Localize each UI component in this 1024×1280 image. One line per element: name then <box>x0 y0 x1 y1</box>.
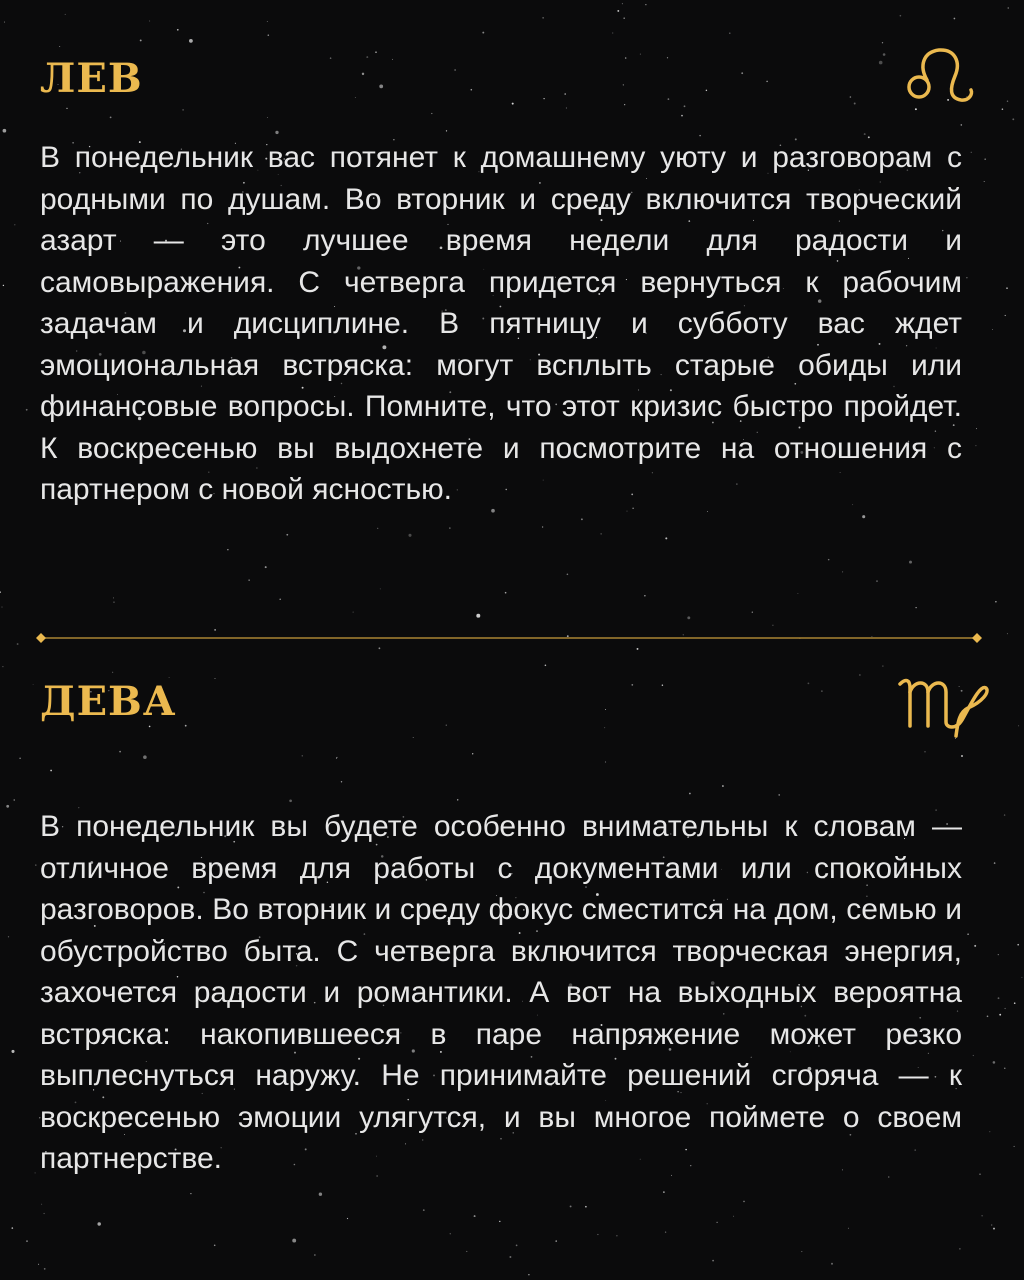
star <box>994 862 996 864</box>
star <box>6 805 9 808</box>
star <box>1018 725 1019 726</box>
star <box>189 39 193 43</box>
star <box>612 32 613 33</box>
star <box>33 684 34 685</box>
star <box>998 997 1000 999</box>
star <box>752 612 753 613</box>
star <box>617 10 619 12</box>
star <box>542 17 543 18</box>
star <box>1004 1008 1005 1009</box>
star <box>1006 287 1008 289</box>
star <box>112 672 113 673</box>
star <box>555 1240 556 1241</box>
star <box>1021 977 1022 978</box>
star <box>993 1228 995 1230</box>
star <box>991 1225 992 1226</box>
virgo-horoscope-text: В понедельник вы будете особенно внимательны к словам — отличное время для работы с документами или спокойных разговоров. Во вторник и среду фокус сместится на дом, семью и обустройство быта. С четверга включится творческая энергия, захочется радости и романтики. А вот на выходных вероятна встряска: накопившееся в паре напряжение может резко выплеснуться наружу. Не принимайте решений сгоряча — к воскресенью эмоции улягутся, и вы многое поймете о своем партнерстве. <box>40 810 962 1175</box>
star <box>975 445 976 446</box>
star <box>35 864 36 865</box>
star <box>1014 1146 1015 1147</box>
star <box>989 1131 990 1132</box>
leo-zodiac-icon <box>905 40 985 110</box>
star <box>1007 633 1008 634</box>
star <box>12 1227 14 1229</box>
star <box>545 665 547 667</box>
star <box>954 18 956 20</box>
star <box>974 945 976 947</box>
star <box>65 14 66 15</box>
leo-title: ЛЕВ <box>40 55 143 102</box>
star <box>353 612 354 613</box>
star <box>1005 315 1006 316</box>
star <box>1004 1068 1005 1069</box>
star <box>516 1245 518 1247</box>
star <box>984 181 985 182</box>
star <box>1002 108 1004 110</box>
star <box>140 39 142 41</box>
star <box>1012 118 1014 120</box>
star <box>979 1173 981 1175</box>
star <box>26 409 28 411</box>
star <box>214 1245 216 1247</box>
star <box>38 1264 39 1265</box>
star <box>772 625 773 626</box>
star <box>509 1256 511 1258</box>
star <box>1008 7 1009 8</box>
star <box>177 29 179 31</box>
star <box>2 607 3 608</box>
star <box>993 1061 996 1064</box>
star <box>966 277 967 278</box>
star <box>267 21 268 22</box>
star <box>113 601 114 602</box>
star <box>3 285 4 286</box>
star <box>268 34 270 36</box>
star <box>999 1014 1001 1016</box>
star <box>801 1251 802 1252</box>
star <box>8 936 9 937</box>
star <box>482 32 484 34</box>
star <box>995 601 996 602</box>
star <box>967 933 969 935</box>
star <box>26 1240 28 1242</box>
star <box>637 648 639 650</box>
star <box>687 616 690 619</box>
star <box>11 1050 14 1053</box>
star <box>4 22 5 23</box>
star <box>528 1274 529 1275</box>
star <box>1017 944 1019 946</box>
star <box>729 33 730 34</box>
virgo-section <box>40 678 962 1238</box>
star <box>882 666 883 667</box>
virgo-zodiac-icon <box>896 670 996 740</box>
star <box>712 1260 714 1262</box>
star <box>59 46 60 47</box>
leo-section <box>40 55 962 595</box>
star <box>959 1248 960 1249</box>
star <box>622 3 623 4</box>
star <box>981 1215 982 1216</box>
star <box>279 599 281 601</box>
star <box>17 643 19 645</box>
star <box>992 329 993 330</box>
virgo-title: ДЕВА <box>40 678 177 725</box>
diamond-divider <box>35 631 983 645</box>
star <box>623 17 625 19</box>
star <box>1004 814 1005 815</box>
star <box>149 21 150 22</box>
star <box>14 799 15 800</box>
star <box>831 1263 833 1265</box>
star <box>971 152 972 153</box>
star <box>1007 100 1008 101</box>
star <box>859 674 860 675</box>
star <box>976 428 977 429</box>
star <box>476 614 480 618</box>
star <box>113 597 114 598</box>
star <box>987 1015 989 1017</box>
star <box>984 158 986 160</box>
star <box>314 1254 315 1255</box>
star <box>2 666 3 667</box>
star <box>14 224 15 225</box>
star <box>0 591 1 593</box>
star <box>379 647 381 649</box>
star <box>645 4 646 5</box>
star <box>882 42 883 43</box>
star <box>375 51 377 53</box>
star <box>292 1239 296 1243</box>
star <box>973 1055 974 1056</box>
star <box>44 1268 46 1270</box>
star <box>35 1172 36 1173</box>
star <box>3 129 7 133</box>
star <box>466 1251 467 1252</box>
leo-horoscope-text: В понедельник вас потянет к домашнему уюту и разговорам с родными по душам. Во вторник и среду включится творческий азарт — это лучшее время недели для радости и самовыражения. С четверга придется вернуться к рабочим задачам и дисциплине. В пятницу и субботу вас ждет эмоциональная встряска: могут всплыть старые обиды или финансовые вопросы. Помните, что этот кризис быстро пройдет. К воскресенью вы выдохнете и посмотрите на отношения с партнером с новой ясностью. <box>40 141 962 506</box>
star <box>915 607 916 608</box>
star <box>1014 1002 1016 1004</box>
star <box>644 595 645 596</box>
star <box>19 758 21 760</box>
star <box>998 954 999 955</box>
star <box>900 15 902 17</box>
